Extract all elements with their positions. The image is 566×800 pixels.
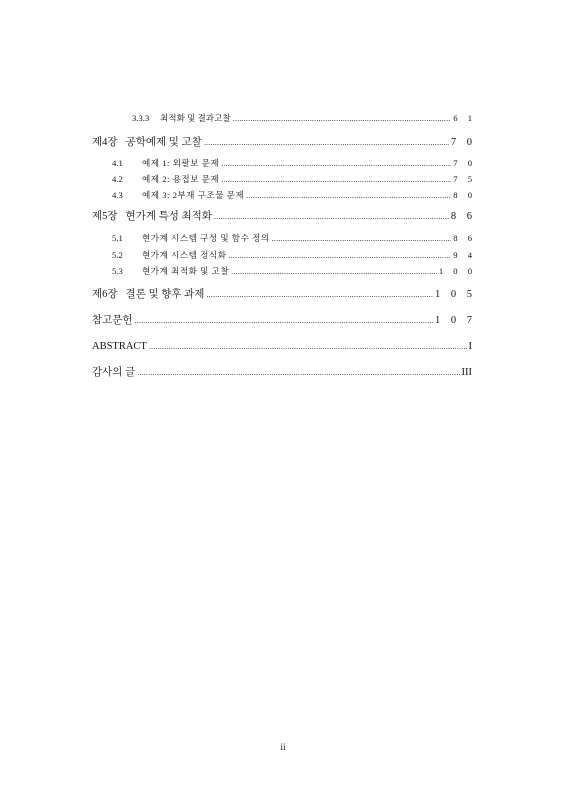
toc-entry-title: 현가계 시스템 정식화 <box>142 250 227 260</box>
toc-entry-page: 8 0 <box>453 190 476 200</box>
toc-entry-3-3-3[interactable] <box>92 112 476 124</box>
toc-entry-acknowledgements[interactable] <box>92 364 472 379</box>
toc-entry-page: III <box>461 367 472 378</box>
toc-entry-title: 현가계 최적화 및 고찰 <box>142 266 230 276</box>
toc-entry-title: 예제 2: 용접보 문제 <box>142 174 220 184</box>
toc-entry-title: ABSTRACT <box>92 340 147 352</box>
toc-entry-page: 7 0 <box>453 158 476 168</box>
toc-entry-page: 7 0 <box>450 137 476 148</box>
dot-leader <box>204 135 449 146</box>
dot-leader <box>231 265 437 274</box>
toc-entry-title: 예제 1: 외팔보 문제 <box>142 158 220 168</box>
toc-entry-5-2[interactable] <box>92 249 476 261</box>
dot-leader <box>214 209 449 220</box>
dot-leader <box>246 189 451 198</box>
toc-entry-number: 3.3.3 <box>132 113 150 123</box>
toc-entry-number: 5.2 <box>112 250 123 260</box>
toc-entry-5-1[interactable] <box>92 232 476 244</box>
toc-entry-title: 결론 및 향후 과제 <box>125 289 205 300</box>
toc-entry-page: 9 4 <box>453 250 476 260</box>
dot-leader <box>221 157 451 166</box>
dot-leader <box>149 338 467 349</box>
toc-entry-number: 4.3 <box>112 190 123 200</box>
toc-entry-number: 4.2 <box>112 174 123 184</box>
toc-entry-page: 7 5 <box>453 174 476 184</box>
toc-entry-title: 최적화 및 결과고찰 <box>160 113 231 123</box>
toc-entry-number: 5.3 <box>112 266 123 276</box>
toc-entry-4-2[interactable] <box>92 173 476 185</box>
toc-entry-page: 1 0 5 <box>435 289 476 300</box>
dot-leader <box>229 249 452 258</box>
dot-leader <box>272 232 452 241</box>
toc-entry-number: 제6장 <box>92 289 118 300</box>
dot-leader <box>221 173 451 182</box>
toc-entry-title: 현가계 특성 최적화 <box>125 211 212 222</box>
dot-leader <box>233 112 452 121</box>
toc-entry-title: 참고문헌 <box>92 315 133 326</box>
toc-entry-title: 감사의 글 <box>92 367 136 378</box>
toc-entry-abstract[interactable] <box>92 338 472 352</box>
toc-entry-4-1[interactable] <box>92 157 476 169</box>
toc-entry-page: I <box>468 340 472 352</box>
toc-entry-title: 예제 3: 2부재 구조물 문제 <box>142 190 245 200</box>
page-number: ii <box>280 743 286 753</box>
toc-entry-title: 공학예제 및 고찰 <box>125 137 202 148</box>
toc-entry-number: 제5장 <box>92 211 118 222</box>
toc-entry-chapter-4[interactable] <box>92 134 476 149</box>
toc-entry-number: 제4장 <box>92 137 118 148</box>
dot-leader <box>206 287 433 298</box>
toc-entry-chapter-6[interactable] <box>92 286 476 301</box>
toc-entry-4-3[interactable] <box>92 189 476 201</box>
dot-leader <box>135 313 433 324</box>
toc-entry-page: 8 6 <box>450 211 476 222</box>
toc-entry-references[interactable] <box>92 312 476 327</box>
toc-entry-chapter-5[interactable] <box>92 208 476 223</box>
toc-entry-page: 1 0 7 <box>435 315 476 326</box>
toc-entry-number: 4.1 <box>112 158 123 168</box>
toc-entry-5-3[interactable] <box>92 265 476 277</box>
toc-entry-page: 8 6 <box>453 233 476 243</box>
dot-leader <box>137 365 459 376</box>
toc-entry-title: 현가계 시스템 구성 및 함수 정의 <box>142 233 270 243</box>
toc-entry-page: 6 1 <box>453 113 476 123</box>
toc-entry-page: 1 0 0 <box>438 266 476 276</box>
toc-entry-number: 5.1 <box>112 233 123 243</box>
